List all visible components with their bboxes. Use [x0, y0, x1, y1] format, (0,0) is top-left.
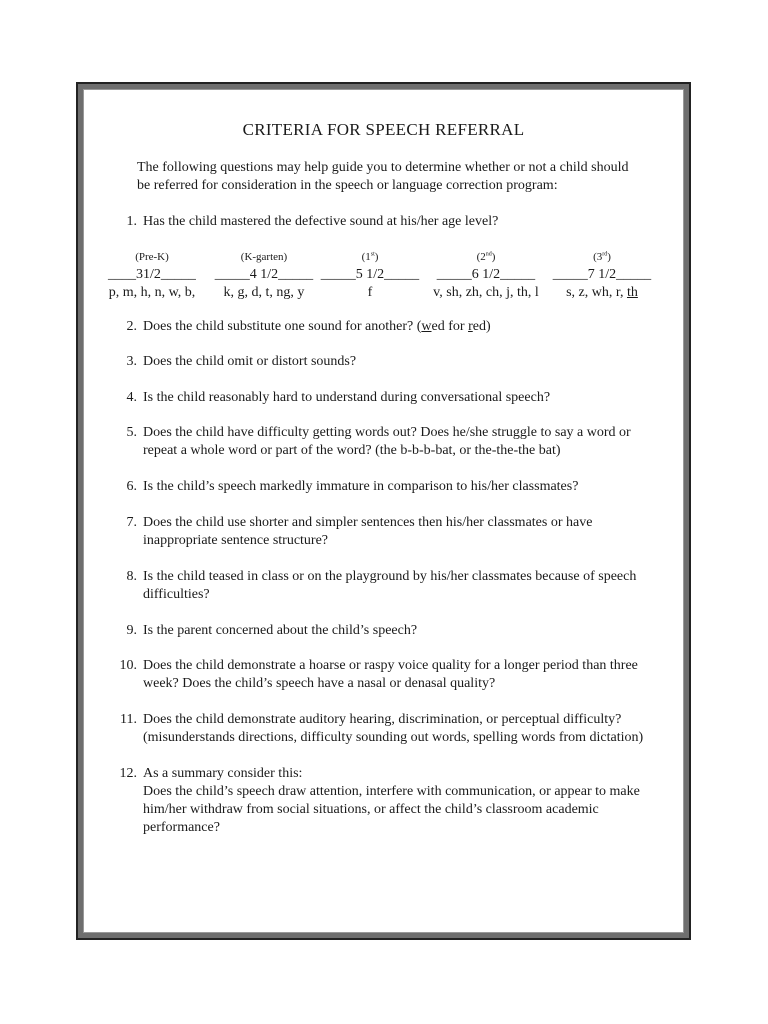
question-number: 4. — [126, 390, 137, 405]
question-number: 10. — [119, 658, 137, 673]
grade-column-first — [310, 248, 430, 302]
question-number: 12. — [119, 766, 137, 781]
grade-column-third — [542, 248, 662, 302]
question-text: Has the child mastered the defective sound at his/her age level? — [143, 214, 499, 229]
intro-line: be referred for consideration in the speech or language correction program: — [137, 178, 558, 193]
question-text: Is the child teased in class or on the playground by his/her classmates because of speech difficulties? — [143, 569, 637, 602]
question-text: Does the child have difficulty getting words out? Does he/she struggle to say a word or repeat a whole word or part of the word? (the b-b-b-bat, or the-the-the bat) — [143, 425, 631, 458]
question-number: 8. — [126, 569, 137, 584]
document-frame — [76, 82, 691, 940]
grade-column-second — [426, 248, 546, 302]
document-page — [83, 89, 684, 933]
grade-label: (Pre-K) — [135, 251, 169, 263]
question-text: Does the child use shorter and simpler sentences then his/her classmates or have inappropriate sentence structure? — [143, 515, 593, 548]
question-number: 7. — [126, 515, 137, 530]
grade-age: _____5 1/2_____ — [320, 267, 420, 282]
question-number: 1. — [126, 214, 137, 229]
question-number: 3. — [126, 354, 137, 369]
grade-sounds: s, z, wh, r, th — [566, 285, 638, 300]
question-number: 5. — [126, 425, 137, 440]
grade-column-pre-k — [92, 248, 212, 302]
grade-label: (2nd) — [476, 251, 496, 263]
question-text: Is the parent concerned about the child’s speech? — [143, 623, 418, 638]
question-number: 9. — [126, 623, 137, 638]
question-text: Does the child omit or distort sounds? — [143, 354, 357, 369]
question-number: 6. — [126, 479, 137, 494]
question-text: Is the child reasonably hard to understand during conversational speech? — [143, 390, 551, 405]
grade-label: (1st) — [361, 251, 379, 263]
grade-column-k-garten — [204, 248, 324, 302]
grade-sounds: f — [367, 285, 373, 300]
grade-age: ____31/2_____ — [108, 267, 196, 282]
grade-age: _____4 1/2_____ — [214, 267, 314, 282]
grade-sounds: p, m, h, n, w, b, — [108, 285, 196, 300]
question-number: 2. — [126, 319, 137, 334]
intro-line: The following questions may help guide you to determine whether or not a child should — [137, 160, 629, 175]
question-text: As a summary consider this: Does the child’s speech draw attention, interfere with communication, or appear to make him/her withdraw from social situations, or affect the child’s classroom academic performance? — [143, 766, 640, 835]
question-text: Does the child demonstrate auditory hearing, discrimination, or perceptual difficulty? (misunderstands directions, difficulty sounding out words, spelling words from dictation) — [143, 712, 644, 745]
grade-label: (3rd) — [593, 251, 611, 263]
page-title: CRITERIA FOR SPEECH REFERRAL — [242, 120, 525, 139]
question-number: 11. — [120, 712, 137, 727]
question-text: Does the child substitute one sound for another? (wed for red) — [143, 319, 491, 334]
grade-sound-table — [84, 248, 683, 304]
grade-label: (K-garten) — [240, 251, 288, 263]
intro-paragraph — [137, 159, 677, 195]
grade-age: _____7 1/2_____ — [552, 267, 652, 282]
question-text: Is the child’s speech markedly immature in comparison to his/her classmates? — [143, 479, 579, 494]
grade-age: _____6 1/2_____ — [436, 267, 536, 282]
grade-sounds: k, g, d, t, ng, y — [223, 285, 305, 300]
question-text: Does the child demonstrate a hoarse or raspy voice quality for a longer period than three week? Does the child’s speech have a nasal or denasal quality? — [143, 658, 638, 691]
grade-sounds: v, sh, zh, ch, j, th, l — [433, 285, 539, 300]
